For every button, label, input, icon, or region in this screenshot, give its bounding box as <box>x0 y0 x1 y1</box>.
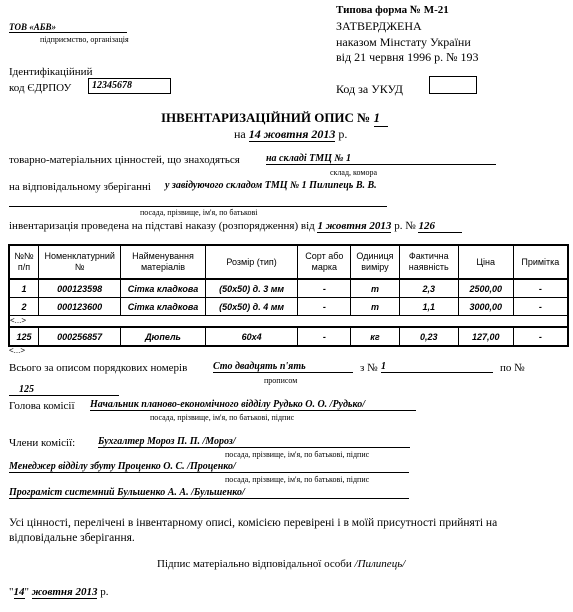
to-label: по № <box>500 362 525 374</box>
basis-mid: р. № <box>394 220 416 232</box>
cell: - <box>298 298 351 316</box>
statement-line1: Усі цінності, перелічені в інвентарному описі, комісією перевірені і в моїй присутності прийняті на <box>9 517 498 529</box>
ident-label: Ідентифікаційний <box>9 66 93 78</box>
to-value: 125 <box>9 384 119 396</box>
cell: 000123598 <box>39 279 121 298</box>
table-header-row <box>9 245 568 279</box>
edrpou-box: 12345678 <box>88 78 171 94</box>
location-caption: склад, комора <box>330 168 377 177</box>
sign-row <box>157 558 405 570</box>
edrpou-label: код ЄДРПОУ <box>9 82 72 94</box>
col-header: Найменування матеріалів <box>121 245 205 279</box>
total-words-caption: прописом <box>264 376 298 385</box>
resp-label: на відповідальному зберіганні <box>9 181 151 193</box>
cell: 2 <box>9 298 39 316</box>
cell: Сітка кладкова <box>121 298 205 316</box>
cell: 60х4 <box>205 327 298 346</box>
basis-row <box>9 220 462 233</box>
cell: 000256857 <box>39 327 121 346</box>
col-header: Примітка <box>513 245 568 279</box>
cell: 125 <box>9 327 39 346</box>
cell: - <box>298 327 351 346</box>
goods-label: товарно-матеріальних цінностей, що знаходяться <box>9 154 240 166</box>
date-quote-open: " <box>9 586 14 598</box>
resp-line <box>9 206 387 207</box>
inventory-table <box>8 244 569 347</box>
member2: Менеджер відділу збуту Проценко О. С. /Проценко/ <box>9 461 409 473</box>
member1: Бухгалтер Мороз П. П. /Мороз/ <box>98 436 410 448</box>
col-header: Ціна <box>458 245 513 279</box>
org-name: ТОВ «АБВ» <box>9 22 127 33</box>
doc-date-prefix: на <box>234 127 246 141</box>
cell: - <box>513 298 568 316</box>
date-rest: жовтня 2013 <box>31 586 98 598</box>
table-row <box>9 298 568 316</box>
resp-caption: посада, прізвище, ім'я, по батькові <box>140 208 258 217</box>
cell: - <box>298 279 351 298</box>
cell: - <box>513 327 568 346</box>
cell: Дюпель <box>121 327 205 346</box>
member2-caption: посада, прізвище, ім'я, по батькові, підпис <box>225 475 370 484</box>
doc-date-suffix: р. <box>338 127 348 141</box>
cell: 3000,00 <box>458 298 513 316</box>
members-label: Члени комісії: <box>9 437 76 449</box>
head-label: Голова комісії <box>9 400 75 412</box>
head-value: Начальник планово-економічного відділу Рудько О. О. /Рудько/ <box>90 399 416 411</box>
basis-date: 1 жовтня 2013 <box>317 220 392 232</box>
footer-date <box>9 586 108 598</box>
cell: 2,3 <box>399 279 458 298</box>
basis-label: інвентаризація проведена на підставі наказу (розпорядження) від <box>9 220 315 232</box>
location: на складі ТМЦ № 1 <box>266 153 496 165</box>
doc-date: 14 жовтня 2013 <box>248 127 336 141</box>
gap-mark-below: <...> <box>9 346 26 355</box>
cell: 1 <box>9 279 39 298</box>
col-header: Номенклатурний № <box>39 245 121 279</box>
total-label: Всього за описом порядкових номерів <box>9 362 188 374</box>
doc-title: ІНВЕНТАРИЗАЦІЙНИЙ ОПИС № <box>161 110 371 125</box>
sign-value: /Пилипець/ <box>354 558 406 570</box>
ukud-label: Код за УКУД <box>336 82 403 96</box>
ukud-box <box>429 76 477 94</box>
basis-number: 126 <box>418 220 462 233</box>
cell: (50х50) д. 4 мм <box>205 298 298 316</box>
cell: Сітка кладкова <box>121 279 205 298</box>
doc-title-row <box>161 110 388 127</box>
cell: - <box>513 279 568 298</box>
table-row <box>9 279 568 298</box>
sign-label: Підпис матеріально відповідальної особи <box>157 558 352 570</box>
statement-line2: відповідальне зберігання. <box>9 532 135 544</box>
table-gap-row <box>9 316 568 328</box>
resp-person: у завідуючого складом ТМЦ № 1 Пилипець В. В. <box>165 180 377 191</box>
form-line2: від 21 червня 1996 р. № 193 <box>336 50 479 64</box>
gap-mark: <...> <box>9 316 568 328</box>
date-suffix: р. <box>100 586 109 598</box>
head-caption: посада, прізвище, ім'я, по батькові, підпис <box>150 413 295 422</box>
doc-number: 1 <box>374 110 388 127</box>
col-header: Фактична наявність <box>399 245 458 279</box>
member3: Програміст системний Бульшенко А. А. /Бульшенко/ <box>9 487 409 499</box>
date-day: 14 <box>13 586 25 598</box>
cell: 127,00 <box>458 327 513 346</box>
org-caption: підприємство, організація <box>40 35 129 44</box>
col-header: Розмір (тип) <box>205 245 298 279</box>
member1-caption: посада, прізвище, ім'я, по батькові, підпис <box>225 450 370 459</box>
cell: 0,23 <box>399 327 458 346</box>
form-line1: наказом Мінстату України <box>336 35 471 49</box>
date-quote-close: " <box>24 586 29 598</box>
cell: 2500,00 <box>458 279 513 298</box>
from-label: з № <box>360 362 378 374</box>
cell: 1,1 <box>399 298 458 316</box>
doc-date-row <box>234 127 347 142</box>
cell: 000123600 <box>39 298 121 316</box>
cell: т <box>351 279 400 298</box>
cell: т <box>351 298 400 316</box>
table-row <box>9 327 568 346</box>
cell: кг <box>351 327 400 346</box>
col-header: Сорт або марка <box>298 245 351 279</box>
cell: (50х50) д. 3 мм <box>205 279 298 298</box>
from-value: 1 <box>381 361 493 373</box>
col-header: Одиниця виміру <box>351 245 400 279</box>
total-words: Сто двадцять п'ять <box>213 361 353 373</box>
form-approved: ЗАТВЕРДЖЕНА <box>336 19 422 33</box>
form-title: Типова форма № М-21 <box>336 4 449 16</box>
col-header: №№ п/п <box>9 245 39 279</box>
